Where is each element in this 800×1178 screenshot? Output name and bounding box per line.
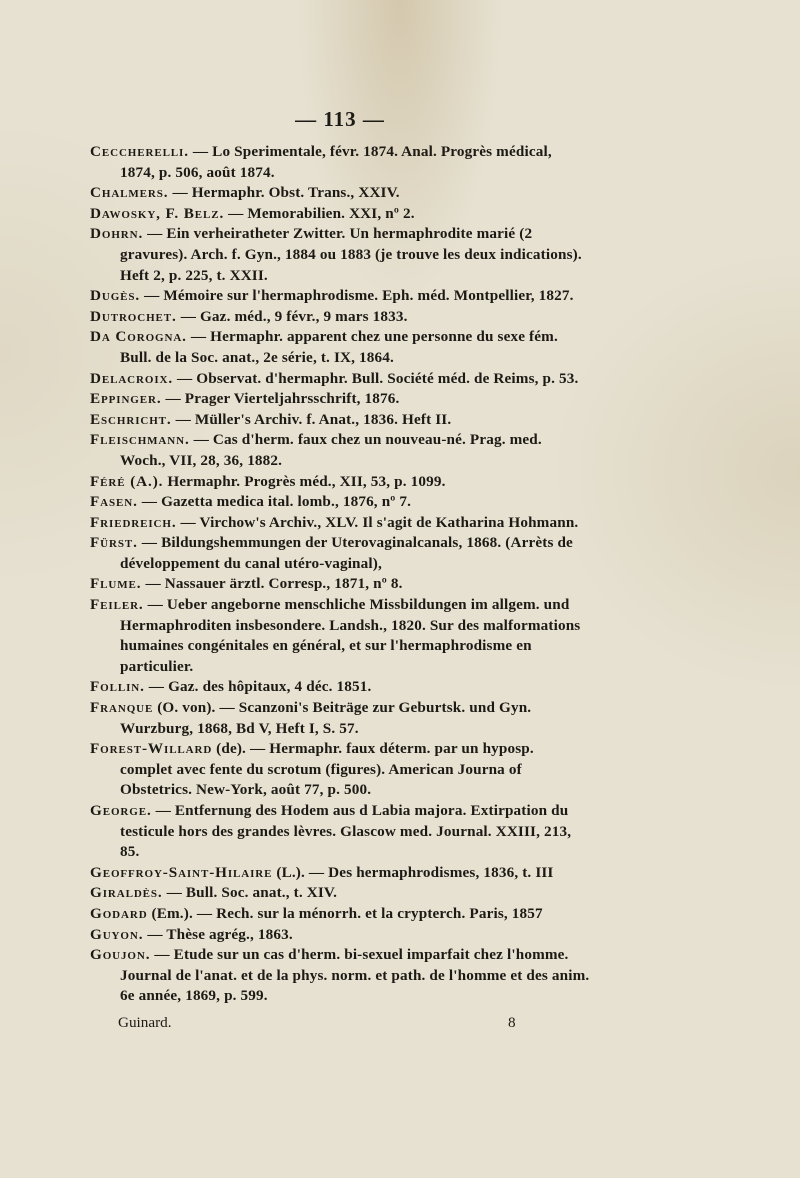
bibliography-entry [90, 183, 590, 204]
entry-text: — Bildungshemmungen der Uterovaginalcanals, 1868. (Arrèts de développement du canal utéro-vaginal), [120, 534, 573, 572]
entry-text: — Thèse agrég., 1863. [147, 925, 293, 943]
bibliography-entry [90, 883, 590, 904]
entry-author: Fürst. [90, 534, 138, 552]
entry-text: (Em.). — Rech. sur la ménorrh. et la crypterch. Paris, 1857 [151, 904, 543, 922]
entry-author: Chalmers. [90, 184, 169, 202]
entry-author: Godard [90, 904, 148, 922]
entry-text: — Observat. d'hermaphr. Bull. Société méd. de Reims, p. 53. [177, 369, 579, 387]
entry-author: Fleischmann. [90, 431, 190, 449]
bibliography-entry [90, 389, 590, 410]
bibliography-entry [90, 307, 590, 328]
bibliography-entry [90, 698, 590, 739]
entry-text: — Ein verheiratheter Zwitter. Un hermaphrodite marié (2 gravures). Arch. f. Gyn., 1884 ou 1883 (je trouve les deux indications). Heft 2, p. 225, t. XXII. [120, 225, 582, 284]
entry-author: Follin. [90, 678, 145, 696]
bibliography-entry [90, 801, 590, 863]
entry-text: — Mémoire sur l'hermaphrodisme. Eph. méd. Montpellier, 1827. [144, 287, 574, 305]
bibliography-entry [90, 492, 590, 513]
entry-text: (L.). — Des hermaphrodismes, 1836, t. III [276, 863, 554, 881]
bibliography-entry [90, 863, 590, 884]
entry-text: — Cas d'herm. faux chez un nouveau-né. Prag. med. Woch., VII, 28, 36, 1882. [120, 431, 542, 469]
page-number: — 113 — [295, 107, 385, 131]
entry-author: Forest-Willard [90, 740, 213, 758]
bibliography-entry [90, 204, 590, 225]
entry-text: — Nassauer ärztl. Corresp., 1871, nº 8. [145, 575, 403, 593]
bibliography-list [90, 142, 590, 1007]
entry-author: Geoffroy-Saint-Hilaire [90, 863, 273, 881]
entry-text: — Ueber angeborne menschliche Missbildungen im allgem. und Hermaphroditen insbesondere. Landsh., 1820. Sur des malformations humaines congénitales en général, et sur l'hermaphrodisme en particulier. [120, 596, 581, 675]
entry-author: Da Corogna. [90, 328, 187, 346]
bibliography-entry [90, 574, 590, 595]
entry-author: Fasen. [90, 493, 138, 511]
entry-text: — Lo Sperimentale, févr. 1874. Anal. Progrès médical, 1874, p. 506, août 1874. [120, 143, 552, 181]
entry-author: Guyon. [90, 925, 144, 943]
bibliography-entry [90, 533, 590, 574]
entry-text: — Müller's Archiv. f. Anat., 1836. Heft II. [175, 410, 452, 428]
entry-author: Dutrochet. [90, 307, 177, 325]
entry-text: (de). — Hermaphr. faux déterm. par un hyposp. complet avec fente du scrotum (figures). American Journa of Obstetrics. New-York, août 77, p. 500. [120, 740, 534, 799]
bibliography-entry [90, 142, 590, 183]
entry-author: Friedreich. [90, 513, 177, 531]
signature-mark: Guinard. [118, 1014, 172, 1031]
entry-author: Eppinger. [90, 390, 162, 408]
entry-author: Féré (A.). [90, 472, 164, 490]
entry-author: Franque [90, 699, 154, 717]
entry-author: George. [90, 802, 152, 819]
entry-text: — Etude sur un cas d'herm. bi-sexuel imparfait chez l'homme. Journal de l'anat. et de la phys. norm. et path. de l'homme et des anim. 6e année, 1869, p. 599. [120, 946, 590, 1005]
entry-author: Feiler. [90, 596, 144, 614]
entry-author: Flume. [90, 575, 142, 593]
bibliography-entry [90, 925, 590, 946]
bibliography-entry [90, 472, 590, 493]
bibliography-entry [90, 739, 590, 801]
entry-author: Goujon. [90, 946, 151, 964]
entry-author: Dugès. [90, 287, 141, 305]
bibliography-entry [90, 677, 590, 698]
entry-text: — Memorabilien. XXI, nº 2. [228, 204, 415, 222]
entry-author: Giraldès. [90, 884, 163, 902]
entry-author: Dawosky, F. Belz. [90, 204, 225, 222]
bibliography-entry [90, 224, 590, 286]
entry-author: Eschricht. [90, 410, 172, 428]
entry-text: — Virchow's Archiv., XLV. Il s'agit de Katharina Hohmann. [180, 513, 579, 531]
entry-text: — Bull. Soc. anat., t. XIV. [166, 884, 338, 902]
entry-text: — Entfernung des Hodem aus d Labia majora. Extirpation du testicule hors des grandes lèvres. Glascow med. Journal. XXIII, 213, 85. [120, 802, 572, 861]
bibliography-entry [90, 327, 590, 368]
entry-text: — Prager Vierteljahrsschrift, 1876. [165, 390, 400, 408]
entry-author: Ceccherelli. [90, 143, 189, 160]
bibliography-entry [90, 369, 590, 390]
entry-text: — Gazetta medica ital. lomb., 1876, nº 7. [141, 493, 412, 511]
entry-text: — Gaz. des hôpitaux, 4 déc. 1851. [148, 678, 372, 696]
entry-text: — Hermaphr. apparent chez une personne du sexe fém. Bull. de la Soc. anat., 2e série, t. IX, 1864. [120, 328, 558, 366]
entry-text: — Hermaphr. Obst. Trans., XXIV. [172, 184, 400, 202]
sheet-number: 8 [508, 1014, 516, 1031]
bibliography-entry [90, 286, 590, 307]
bibliography-entry [90, 945, 590, 1007]
entry-author: Dohrn. [90, 225, 144, 243]
entry-text: (O. von). — Scanzoni's Beiträge zur Geburtsk. und Gyn. Wurzburg, 1868, Bd V, Heft I, S. 57. [120, 699, 532, 737]
bibliography-entry [90, 595, 590, 677]
entry-author: Delacroix. [90, 369, 174, 387]
bibliography-entry [90, 904, 590, 925]
entry-text: Hermaphr. Progrès méd., XII, 53, p. 1099. [167, 472, 446, 490]
bibliography-entry [90, 410, 590, 431]
bibliography-entry [90, 430, 590, 471]
bibliography-entry [90, 513, 590, 534]
entry-text: — Gaz. méd., 9 févr., 9 mars 1833. [180, 307, 408, 325]
